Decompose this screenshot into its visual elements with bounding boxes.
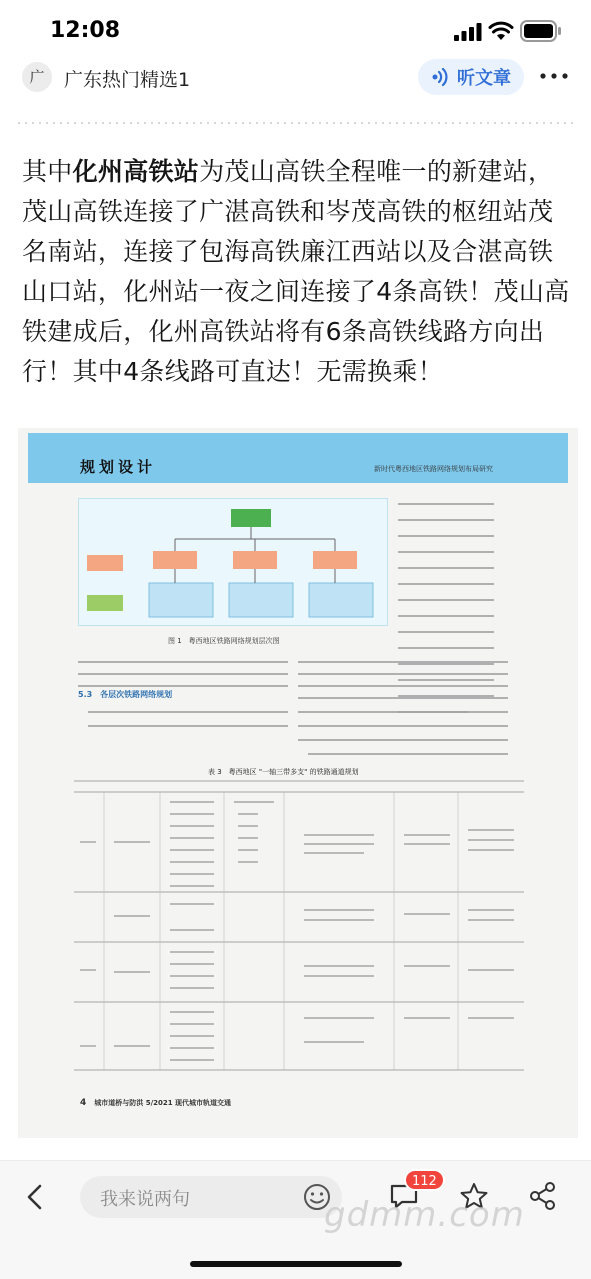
listen-article-button[interactable] <box>418 59 524 95</box>
listen-article-label: 听文章 <box>457 68 511 89</box>
more-options-icon[interactable] <box>538 64 570 88</box>
account-avatar[interactable]: 广 <box>22 62 52 92</box>
article-header <box>0 52 591 104</box>
doc-section-title: 规划设计 <box>80 458 157 476</box>
doc-page-number: 4 <box>80 1098 87 1108</box>
article-paragraph <box>22 152 574 392</box>
cellular-signal-icon <box>454 23 482 41</box>
share-icon[interactable] <box>528 1181 558 1211</box>
article-segment-bold: 化州高铁站 <box>72 157 200 186</box>
doc-diagram <box>78 498 388 626</box>
doc-table <box>74 780 530 1080</box>
comment-count-badge: 112 <box>404 1169 445 1191</box>
comment-input[interactable] <box>80 1176 342 1218</box>
site-watermark: gdmm.com <box>324 1195 525 1235</box>
wifi-icon <box>488 21 514 41</box>
separator <box>18 122 573 124</box>
back-icon[interactable] <box>22 1183 48 1211</box>
article-segment: 为茂山高铁全程唯一的新建站，茂山高铁连接了广湛高铁和岑茂高铁的枢纽站茂名南站，连接了包海高铁廉江西站以及合湛高铁山口站，化州站一夜之间连接了4条高铁！茂山高铁建成后，化州高铁站将有6条高铁线路方向出行！其中4条线路可直达！无需换乘！ <box>22 157 570 386</box>
article-image-document-scan[interactable] <box>18 428 578 1138</box>
doc-body-text <box>78 656 518 766</box>
doc-figure-caption: 图 1 粤西地区铁路网络规划层次图 <box>168 637 280 645</box>
home-indicator[interactable] <box>190 1261 402 1267</box>
comment-placeholder: 我来说两句 <box>100 1189 190 1210</box>
doc-section-heading: 5.3 各层次铁路网络规划 <box>78 690 173 699</box>
doc-header-subtitle: 新时代粤西地区铁路网络规划布局研究 <box>374 465 493 473</box>
doc-page-footer <box>80 1098 231 1108</box>
diagram-graphic <box>79 499 389 627</box>
battery-icon <box>520 20 562 42</box>
doc-footer-text: 城市道桥与防洪 5/2021 现代城市轨道交通 <box>94 1099 232 1107</box>
doc-table-title: 表 3 粤西地区 "一轴三带多支" 的铁路通道规划 <box>208 768 359 776</box>
status-time: 12:08 <box>50 18 121 43</box>
article-segment: 其中 <box>22 157 73 186</box>
bottom-action-bar <box>0 1160 591 1279</box>
account-name[interactable]: 广东热门精选1 <box>64 69 191 91</box>
sound-wave-icon <box>431 68 451 86</box>
